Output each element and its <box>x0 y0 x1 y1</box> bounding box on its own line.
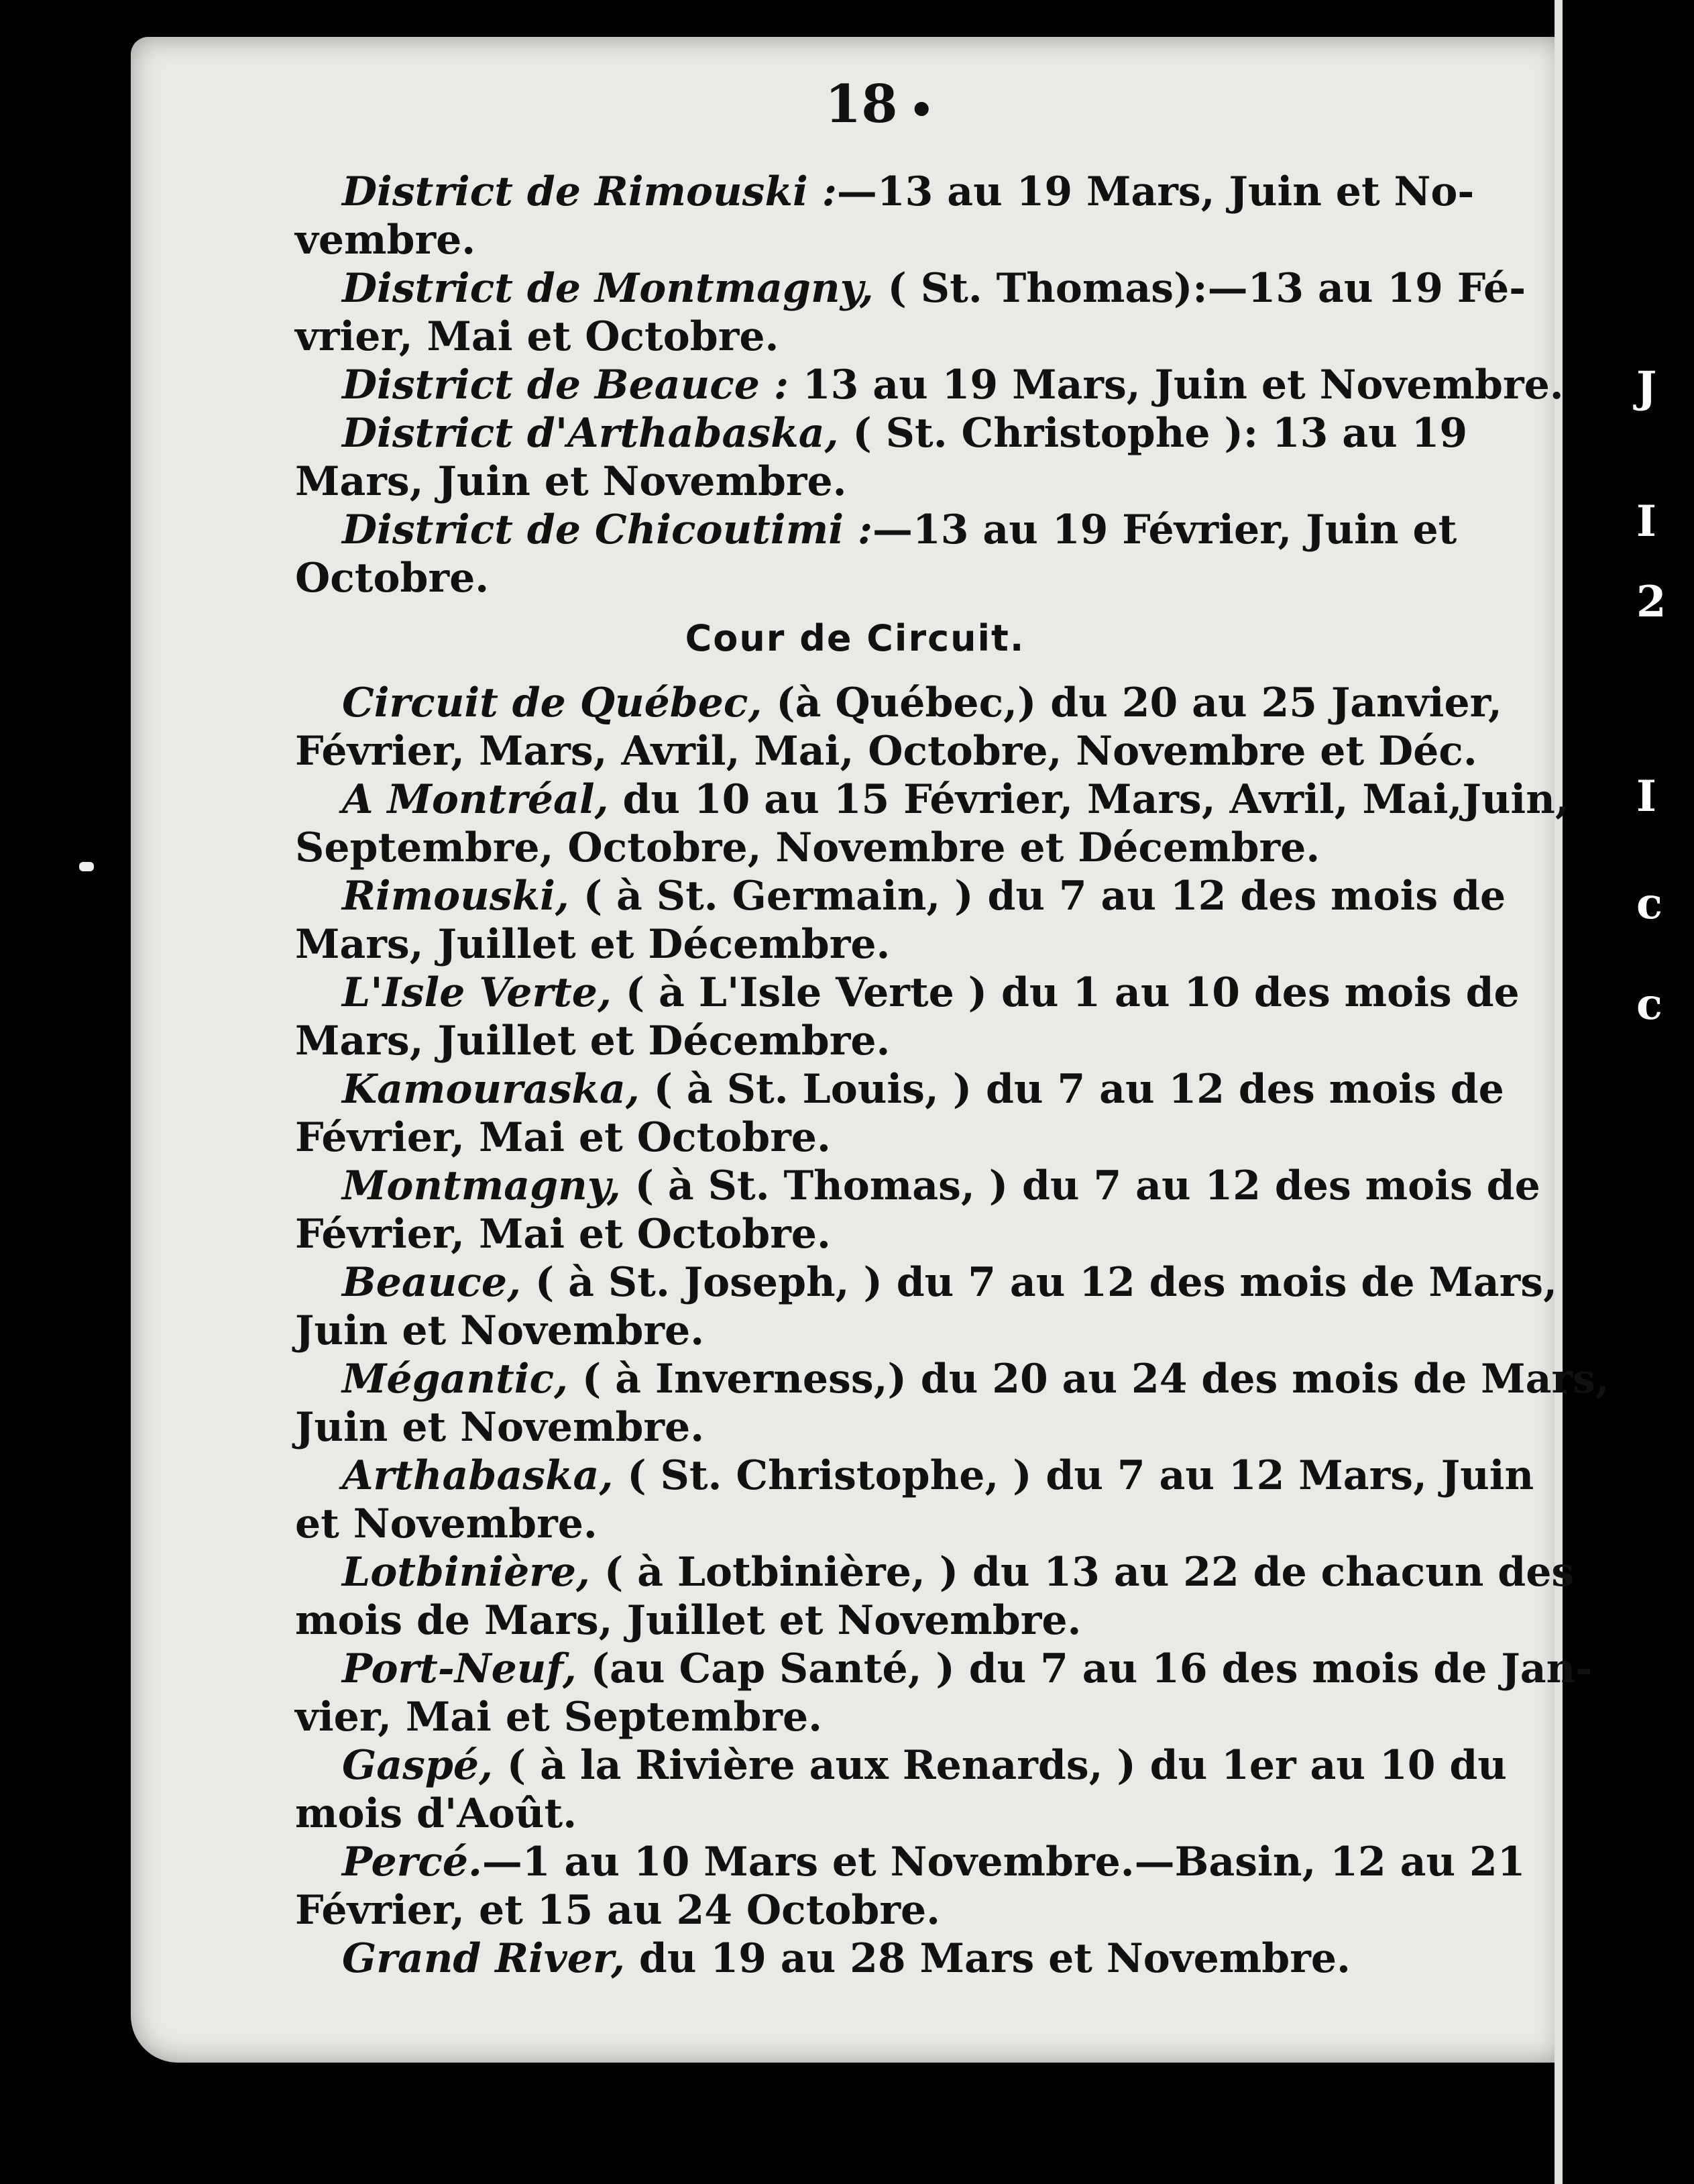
line-text: mois d'Août. <box>295 1790 577 1837</box>
line-text: ( St. Christophe, ) du 7 au 12 Mars, Juin <box>613 1452 1534 1499</box>
line-text: ( à St. Louis, ) du 7 au 12 des mois de <box>639 1066 1504 1113</box>
adjacent-char: I <box>1636 771 1656 822</box>
text-line <box>295 1596 1415 1645</box>
text-line <box>295 1452 1534 1500</box>
line-text: Février, Mars, Avril, Mai, Octobre, Novembre et Déc. <box>295 728 1477 775</box>
section-heading: Cour de Circuit. <box>685 617 1025 659</box>
place-name: Mégantic, <box>342 1356 568 1403</box>
text-line <box>295 1017 1415 1065</box>
text-line <box>295 554 1415 602</box>
place-name: District de Montmagny, <box>342 265 874 312</box>
place-name: Kamouraska, <box>342 1066 640 1113</box>
text-line <box>295 1500 1415 1548</box>
place-name: Percé. <box>342 1839 482 1886</box>
line-text: ( St. Thomas):—13 au 19 Fé- <box>873 265 1526 312</box>
text-line <box>295 168 1475 216</box>
text-line <box>295 506 1457 554</box>
place-name: District de Chicoutimi : <box>342 506 873 553</box>
place-name: Grand River, <box>342 1935 626 1982</box>
line-text: Mars, Juillet et Décembre. <box>295 921 891 968</box>
line-text: ( à St. Joseph, ) du 7 au 12 des mois de Mars, <box>520 1259 1557 1306</box>
line-text: (au Cap Santé, ) du 7 au 16 des mois de Jan- <box>576 1645 1593 1692</box>
page-marker: • <box>909 87 935 134</box>
line-text: du 19 au 28 Mars et Novembre. <box>625 1935 1351 1982</box>
text-line <box>295 1934 1415 1983</box>
text-line <box>295 1741 1507 1790</box>
circuit-section <box>295 679 1610 1983</box>
line-text: vrier, Mai et Octobre. <box>295 313 779 360</box>
place-name: District de Beauce : <box>342 362 789 408</box>
district-section <box>295 168 1564 602</box>
line-text: et Novembre. <box>295 1500 598 1547</box>
line-text: Juin et Novembre. <box>295 1307 705 1354</box>
line-text: Mars, Juillet et Décembre. <box>295 1018 891 1064</box>
page-number: 18 <box>825 74 898 135</box>
line-text: 13 au 19 Mars, Juin et Novembre. <box>789 362 1564 408</box>
place-name: Rimouski, <box>342 873 569 920</box>
line-text: Septembre, Octobre, Novembre et Décembre. <box>295 824 1320 871</box>
line-text: —13 au 19 Février, Juin et <box>872 506 1457 553</box>
line-text: Mars, Juin et Novembre. <box>295 458 847 505</box>
text-line <box>295 1210 1415 1258</box>
line-text: Octobre. <box>295 555 490 602</box>
text-line <box>295 409 1468 457</box>
line-text: vier, Mai et Septembre. <box>295 1694 823 1741</box>
text-line <box>295 1838 1526 1886</box>
text-line <box>295 920 1415 969</box>
text-line <box>295 727 1477 775</box>
line-text: mois de Mars, Juillet et Novembre. <box>295 1597 1082 1644</box>
text-line <box>295 1307 1415 1355</box>
line-text: —1 au 10 Mars et Novembre.—Basin, 12 au 21 <box>482 1839 1526 1886</box>
text-line <box>295 313 1415 361</box>
adjacent-char: c <box>1636 979 1662 1030</box>
line-text: ( à Lotbinière, ) du 13 au 22 de chacun des <box>589 1549 1575 1596</box>
line-text: (à Québec,) du 20 au 25 Janvier, <box>762 679 1502 726</box>
line-text: Juin et Novembre. <box>295 1404 705 1451</box>
line-text: vembre. <box>295 217 476 264</box>
place-name: Port-Neuf, <box>342 1645 577 1692</box>
scan-speck <box>79 862 94 871</box>
line-text: —13 au 19 Mars, Juin et No- <box>836 168 1475 215</box>
line-text: Février, Mai et Octobre. <box>295 1114 831 1161</box>
line-text: ( à St. Germain, ) du 7 au 12 des mois de <box>569 873 1506 920</box>
line-text: ( à la Rivière aux Renards, ) du 1er au 10 du <box>492 1742 1507 1789</box>
text-line <box>295 216 1415 264</box>
adjacent-char: c <box>1636 879 1662 929</box>
text-line <box>295 969 1520 1017</box>
place-name: District de Rimouski : <box>342 168 837 215</box>
page-text <box>295 168 1610 1983</box>
text-line <box>295 361 1564 409</box>
text-line <box>295 1790 1415 1838</box>
text-line <box>295 1162 1540 1210</box>
place-name: L'Isle Verte, <box>342 969 612 1016</box>
place-name: Montmagny, <box>342 1162 621 1209</box>
adjacent-char: I <box>1636 496 1656 547</box>
line-text: Février, et 15 au 24 Octobre. <box>295 1887 941 1934</box>
line-text: ( à Inverness,) du 20 au 24 des mois de Mars, <box>567 1356 1610 1403</box>
place-name: A Montréal, <box>342 776 609 823</box>
text-line <box>295 1258 1557 1307</box>
adjacent-char: J <box>1636 362 1657 413</box>
text-line <box>295 1113 1415 1162</box>
line-text: Février, Mai et Octobre. <box>295 1211 831 1258</box>
text-line <box>295 1548 1575 1596</box>
text-line <box>295 1065 1504 1113</box>
text-line <box>295 1355 1610 1403</box>
text-line <box>295 1403 1415 1452</box>
place-name: Circuit de Québec, <box>342 679 763 726</box>
text-line <box>295 1645 1593 1693</box>
adjacent-page-strip <box>1563 0 1694 2184</box>
line-text: ( à St. Thomas, ) du 7 au 12 des mois de <box>620 1162 1540 1209</box>
place-name: Lotbinière, <box>342 1549 590 1596</box>
text-line <box>295 457 1415 506</box>
page-edge <box>1555 0 1563 2184</box>
text-line <box>295 872 1506 920</box>
place-name: Arthabaska, <box>342 1452 614 1499</box>
line-text: ( à L'Isle Verte ) du 1 au 10 des mois de <box>611 969 1520 1016</box>
place-name: District d'Arthabaska, <box>342 410 839 457</box>
text-line <box>295 1693 1415 1741</box>
place-name: Beauce, <box>342 1259 521 1306</box>
text-line <box>295 775 1569 824</box>
line-text: du 10 au 15 Février, Mars, Avril, Mai,Juin, <box>608 776 1569 823</box>
text-line <box>295 824 1415 872</box>
text-line <box>295 264 1526 313</box>
text-line <box>295 1886 1415 1934</box>
line-text: ( St. Christophe ): 13 au 19 <box>838 410 1468 457</box>
adjacent-char: 2 <box>1636 577 1667 627</box>
text-line <box>295 679 1502 727</box>
place-name: Gaspé, <box>342 1742 493 1789</box>
